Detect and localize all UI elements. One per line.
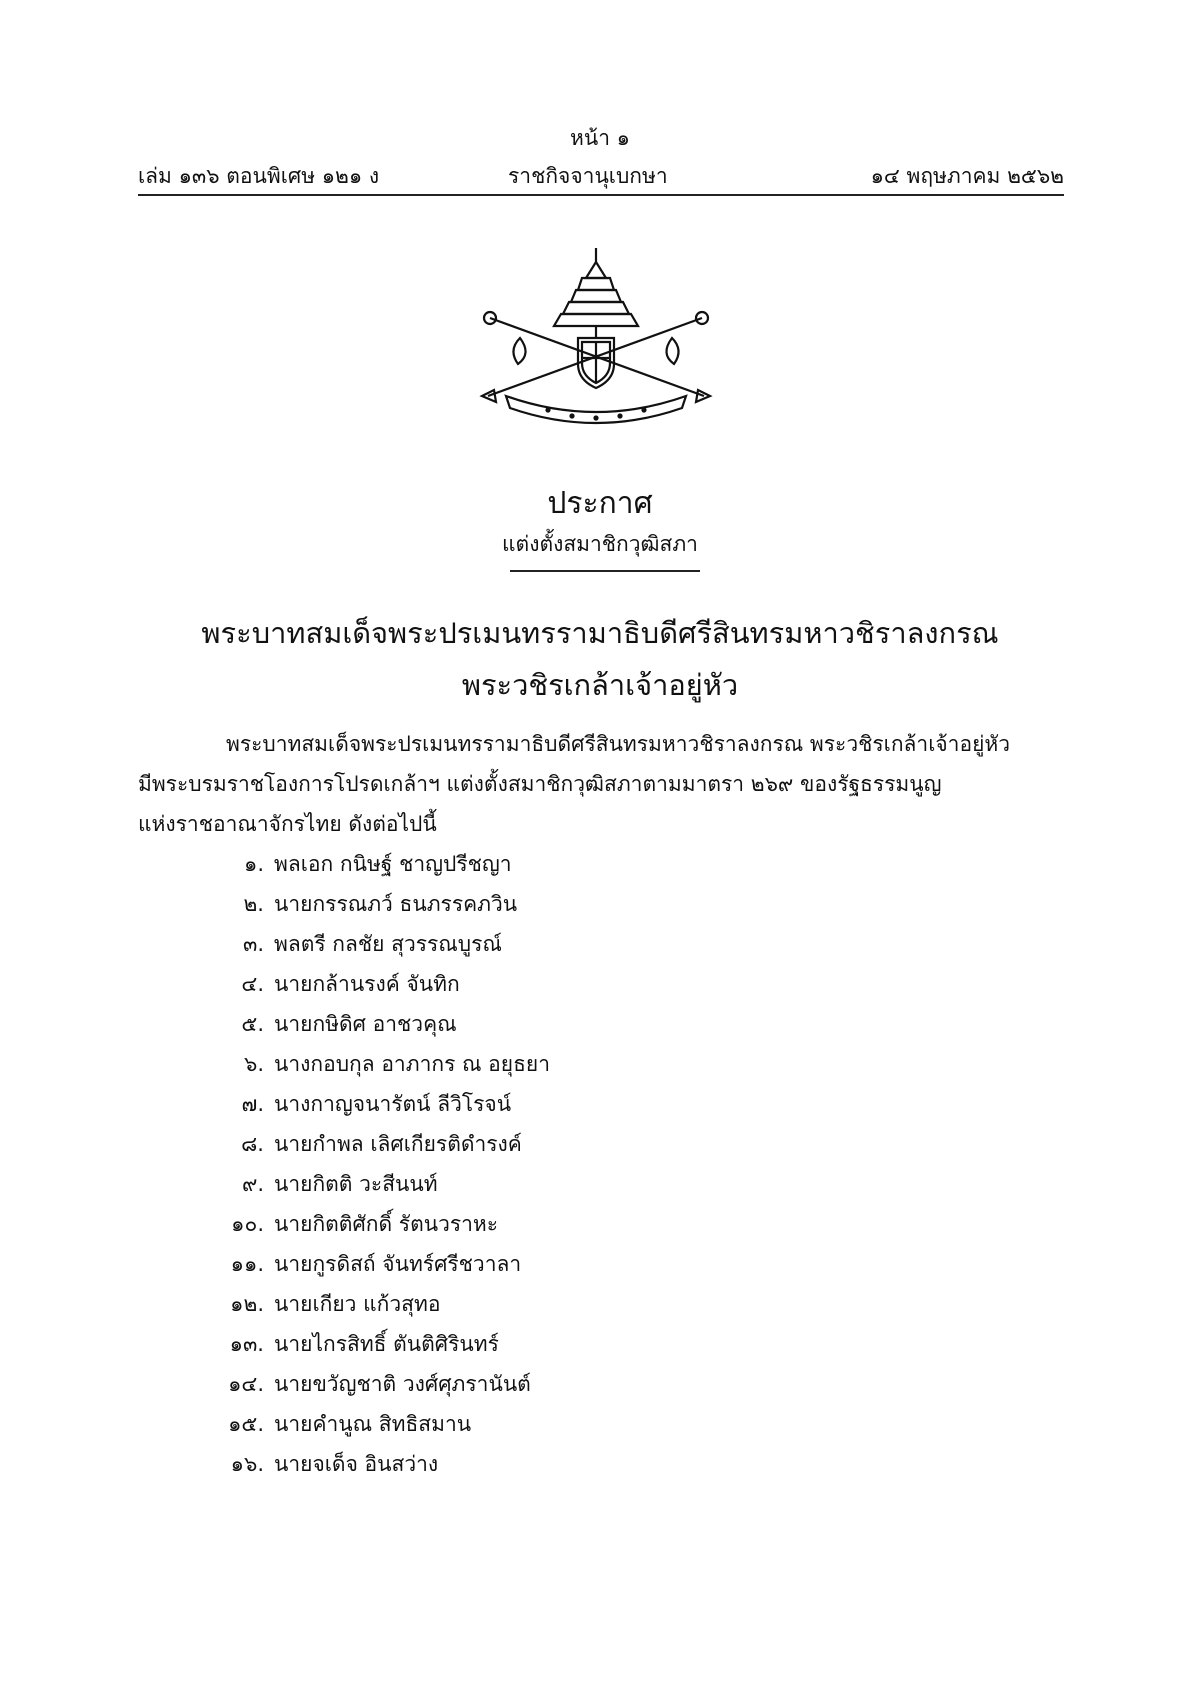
member-number: ๘. [241, 1132, 264, 1156]
body-line-2: มีพระบรมราชโองการโปรดเกล้าฯ แต่งตั้งสมาชิกวุฒิสภาตามมาตรา ๒๖๙ ของรัฐธรรมนูญ [138, 772, 942, 796]
member-name: นายคำนูณ สิทธิสมาน [274, 1412, 472, 1436]
list-item [200, 1204, 900, 1244]
member-number: ๑๖. [230, 1452, 264, 1476]
member-number: ๕. [241, 1012, 264, 1036]
title-divider [510, 570, 700, 572]
member-number: ๖. [243, 1052, 264, 1076]
member-name: นายจเด็จ อินสว่าง [274, 1452, 439, 1476]
member-name: นายกล้านรงค์ จันทิก [274, 972, 460, 996]
king-name-line-2: พระวชิรเกล้าเจ้าอยู่หัว [461, 668, 739, 702]
list-item [200, 924, 900, 964]
page-number: หน้า ๑ [570, 126, 630, 150]
list-item [200, 844, 900, 884]
body-line-1: พระบาทสมเด็จพระปรเมนทรรามาธิบดีศรีสินทรมหาวชิราลงกรณ พระวชิรเกล้าเจ้าอยู่หัว [226, 732, 1011, 756]
member-name: นายกษิดิศ อาชวคุณ [274, 1012, 457, 1036]
member-number: ๑. [243, 852, 264, 876]
member-name: นางกาญจนารัตน์ ลีวิโรจน์ [274, 1092, 512, 1116]
volume-issue: เล่ม ๑๓๖ ตอนพิเศษ ๑๒๑ ง [138, 164, 380, 188]
list-item [200, 964, 900, 1004]
body-paragraph [138, 724, 1064, 844]
list-item [200, 1364, 900, 1404]
member-number: ๑๒. [230, 1292, 264, 1316]
member-number: ๑๐. [231, 1212, 264, 1236]
running-header [138, 160, 1064, 196]
list-item [200, 1444, 900, 1484]
member-name: นายขวัญชาติ วงศ์ศุภรานันต์ [274, 1372, 531, 1396]
publication-date: ๑๔ พฤษภาคม ๒๕๖๒ [870, 164, 1064, 188]
member-number: ๔. [241, 972, 264, 996]
member-name: นายกิตติศักดิ์ รัตนวราหะ [274, 1212, 499, 1236]
list-item [200, 1004, 900, 1044]
body-line-3: แห่งราชอาณาจักรไทย ดังต่อไปนี้ [138, 812, 437, 836]
list-item [200, 1044, 900, 1084]
member-name: พลเอก กนิษฐ์ ชาญปรีชญา [274, 852, 512, 876]
member-name: นายกำพล เลิศเกียรติดำรงค์ [274, 1132, 522, 1156]
list-item [200, 1244, 900, 1284]
king-name-line-1: พระบาทสมเด็จพระปรเมนทรรามาธิบดีศรีสินทรมหาวชิราลงกรณ [201, 616, 999, 650]
list-item [200, 884, 900, 924]
member-list [200, 844, 900, 1484]
list-item [200, 1124, 900, 1164]
list-item [200, 1164, 900, 1204]
member-number: ๗. [241, 1092, 264, 1116]
announcement-subtitle: แต่งตั้งสมาชิกวุฒิสภา [502, 532, 698, 556]
list-item [200, 1284, 900, 1324]
member-number: ๑๑. [230, 1252, 264, 1276]
member-number: ๑๔. [228, 1372, 264, 1396]
publication-name: ราชกิจจานุเบกษา [508, 164, 668, 188]
member-number: ๓. [242, 932, 264, 956]
member-name: นายกูรดิสถ์ จันทร์ศรีชวาลา [274, 1252, 522, 1276]
member-number: ๙. [241, 1172, 264, 1196]
royal-emblem-icon [478, 246, 714, 432]
member-number: ๒. [243, 892, 264, 916]
member-name: นายกิตติ วะสีนนท์ [274, 1172, 438, 1196]
list-item [200, 1084, 900, 1124]
list-item [200, 1324, 900, 1364]
announcement-title: ประกาศ [547, 486, 653, 521]
member-name: นายเกียว แก้วสุทอ [274, 1292, 441, 1316]
member-name: นายไกรสิทธิ์ ตันติศิรินทร์ [274, 1332, 499, 1356]
member-name: นางกอบกุล อาภากร ณ อยุธยา [274, 1052, 551, 1076]
member-name: พลตรี กลชัย สุวรรณบูรณ์ [274, 932, 502, 956]
member-name: นายกรรณภว์ ธนภรรคภวิน [274, 892, 518, 916]
member-number: ๑๕. [228, 1412, 264, 1436]
member-number: ๑๓. [229, 1332, 264, 1356]
list-item [200, 1404, 900, 1444]
